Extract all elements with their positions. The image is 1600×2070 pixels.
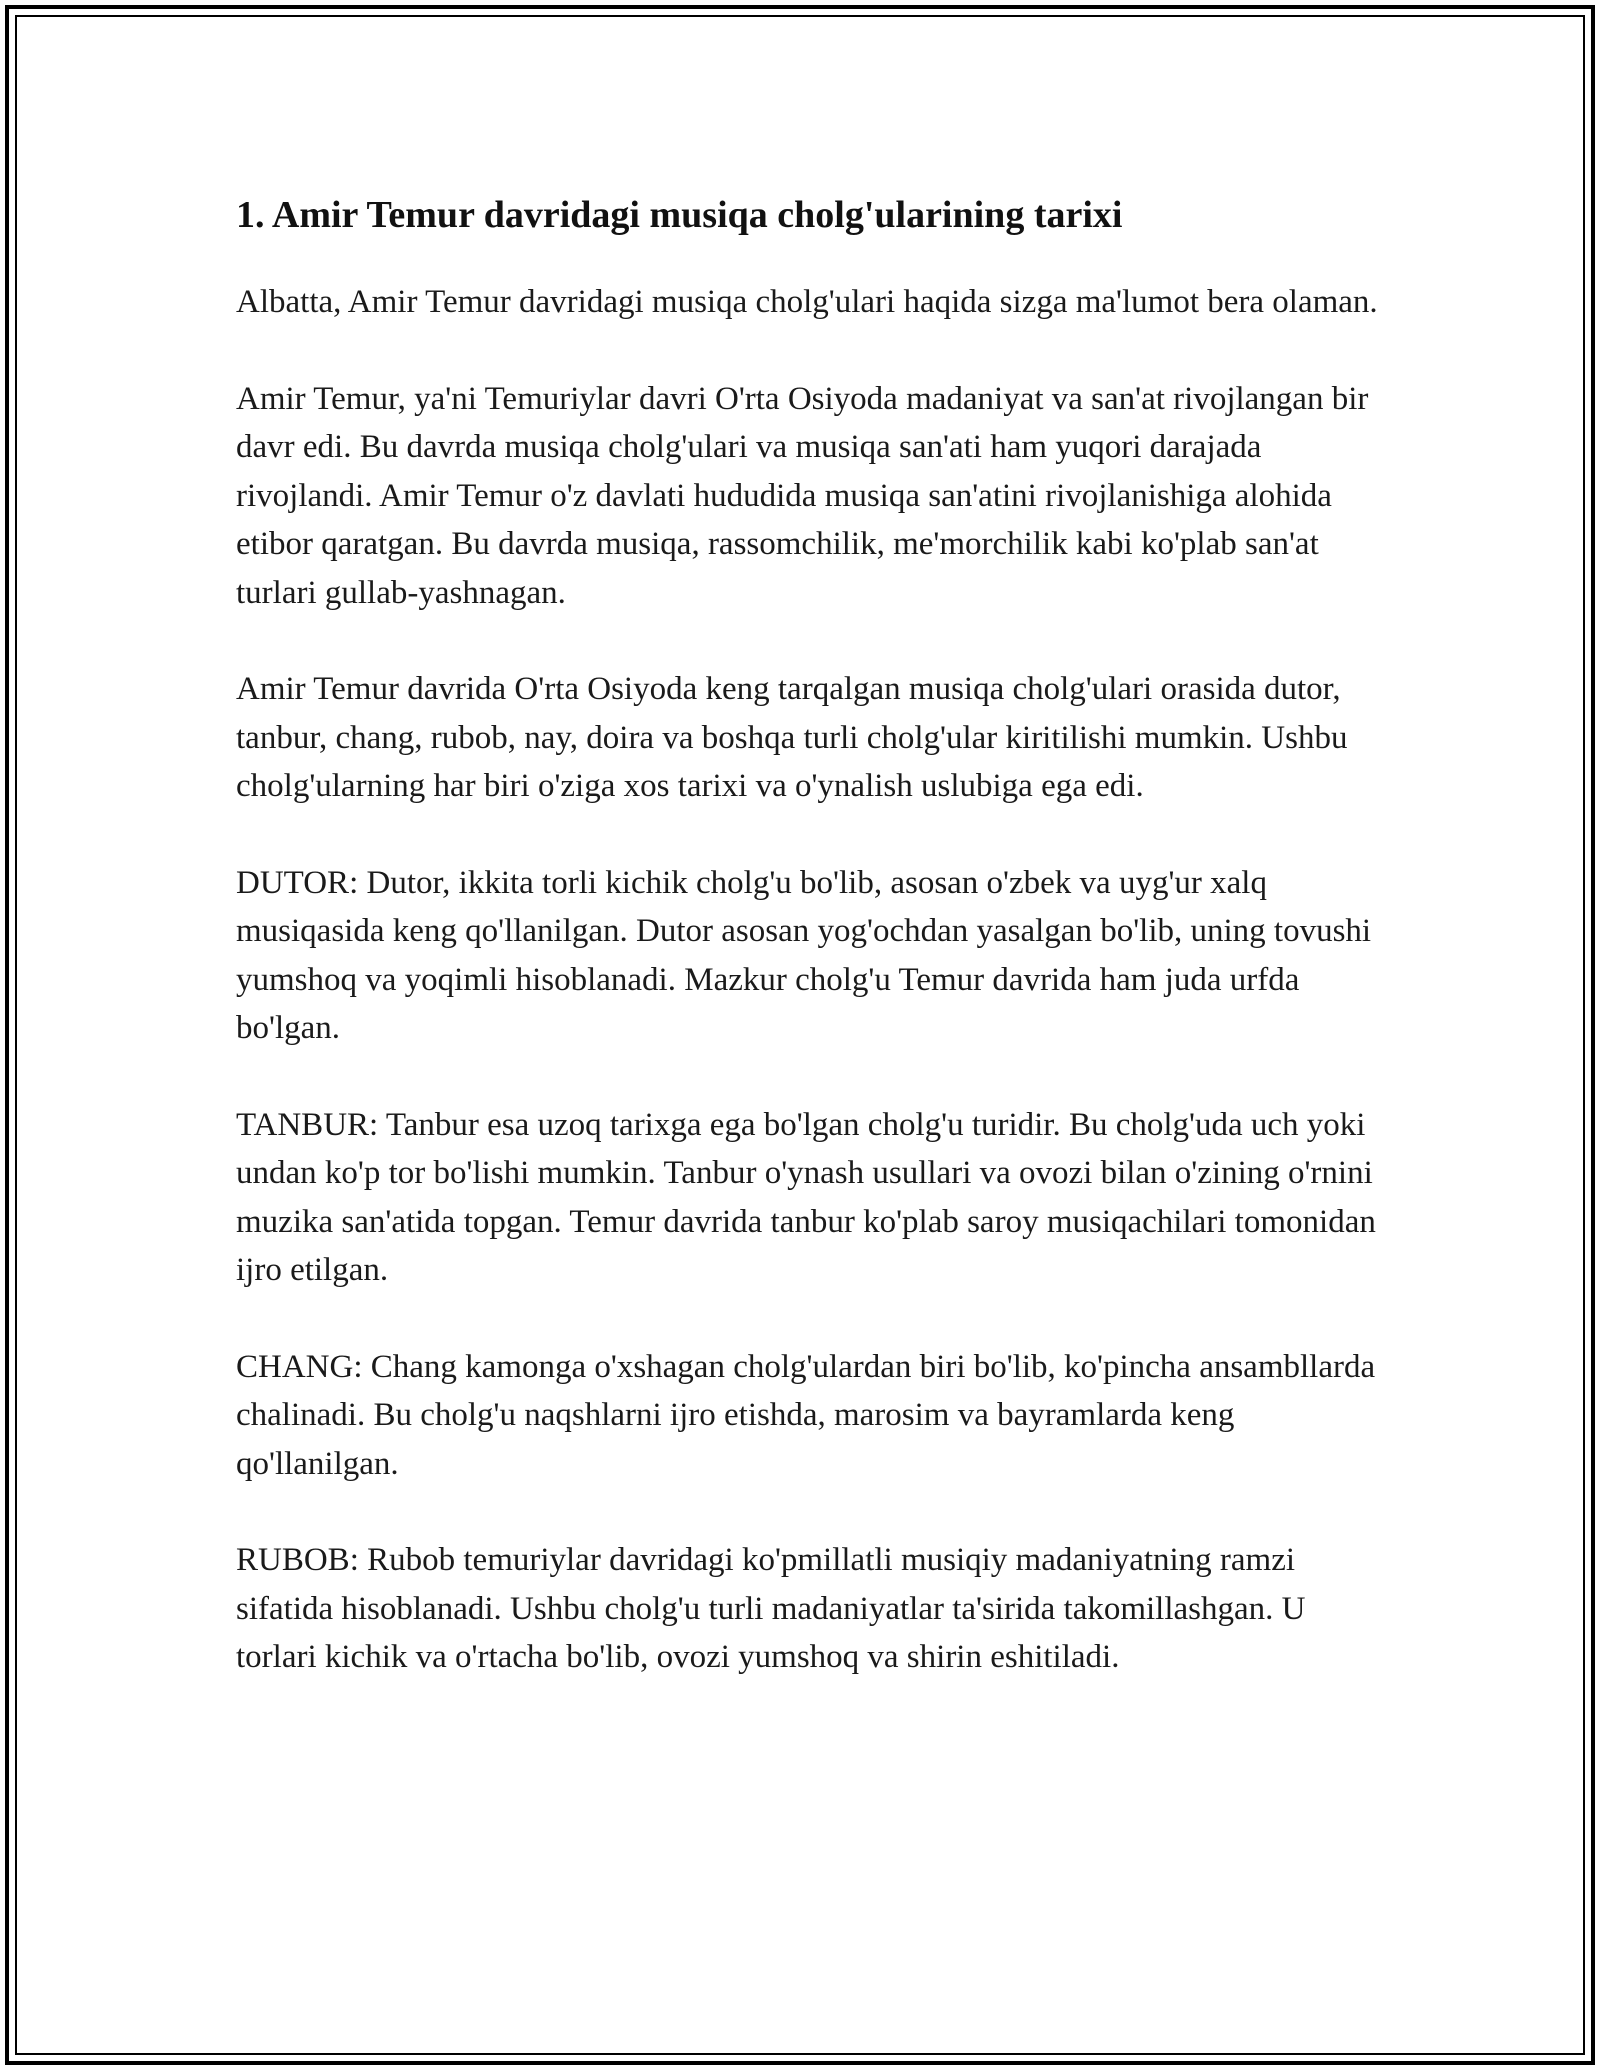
- paragraph-instruments-overview: Amir Temur davrida O'rta Osiyoda keng tarqalgan musiqa cholg'ulari orasida dutor, tanbur, chang, rubob, nay, doira va boshqa turli cholg'ular kiritilishi mumkin. Ushbu cholg'ularning har biri o'ziga xos tarixi va o'ynalish uslubiga ega edi.: [236, 671, 1348, 804]
- paragraph-dutor: DUTOR: Dutor, ikkita torli kichik cholg'u bo'lib, asosan o'zbek va uyg'ur xalq musiqasida keng qo'llanilgan. Dutor asosan yog'ochdan yasalgan bo'lib, uning tovushi yumshoq va yoqimli hisoblanadi. Mazkur cholg'u Temur davrida ham juda urfda bo'lgan.: [236, 864, 1372, 1046]
- document-title: 1. Amir Temur davridagi musiqa cholg'ularining tarixi: [236, 194, 1123, 236]
- paragraph-tanbur: TANBUR: Tanbur esa uzoq tarixga ega bo'lgan cholg'u turidir. Bu cholg'uda uch yoki undan ko'p tor bo'lishi mumkin. Tanbur o'ynash usullari va ovozi bilan o'zining o'rnini muzika san'atida topgan. Temur davrida tanbur ko'plab saroy musiqachilari tomonidan ijro etilgan.: [236, 1106, 1376, 1288]
- paragraph-rubob: RUBOB: Rubob temuriylar davridagi ko'pmillatli musiqiy madaniyatning ramzi sifatida hisoblanadi. Ushbu cholg'u turli madaniyatlar ta'sirida takomillashgan. U torlari kichik va o'rtacha bo'lib, ovozi yumshoq va shirin eshitiladi.: [236, 1542, 1306, 1675]
- paragraph-temurid-era: Amir Temur, ya'ni Temuriylar davri O'rta Osiyoda madaniyat va san'at rivojlangan bir davr edi. Bu davrda musiqa cholg'ulari va musiqa san'ati ham yuqori darajada rivojlandi. Amir Temur o'z davlati hududida musiqa san'atini rivojlanishiga alohida etibor qaratgan. Bu davrda musiqa, rassomchilik, me'morchilik kabi ko'plab san'at turlari gullab-yashnagan.: [236, 380, 1369, 611]
- paragraph-intro: Albatta, Amir Temur davridagi musiqa cholg'ulari haqida sizga ma'lumot bera olaman.: [236, 284, 1378, 320]
- document-body: [236, 185, 1386, 1730]
- paragraph-chang: CHANG: Chang kamonga o'xshagan cholg'ulardan biri bo'lib, ko'pincha ansambllarda chalinadi. Bu cholg'u naqshlarni ijro etishda, marosim va bayramlarda keng qo'llanilgan.: [236, 1348, 1376, 1482]
